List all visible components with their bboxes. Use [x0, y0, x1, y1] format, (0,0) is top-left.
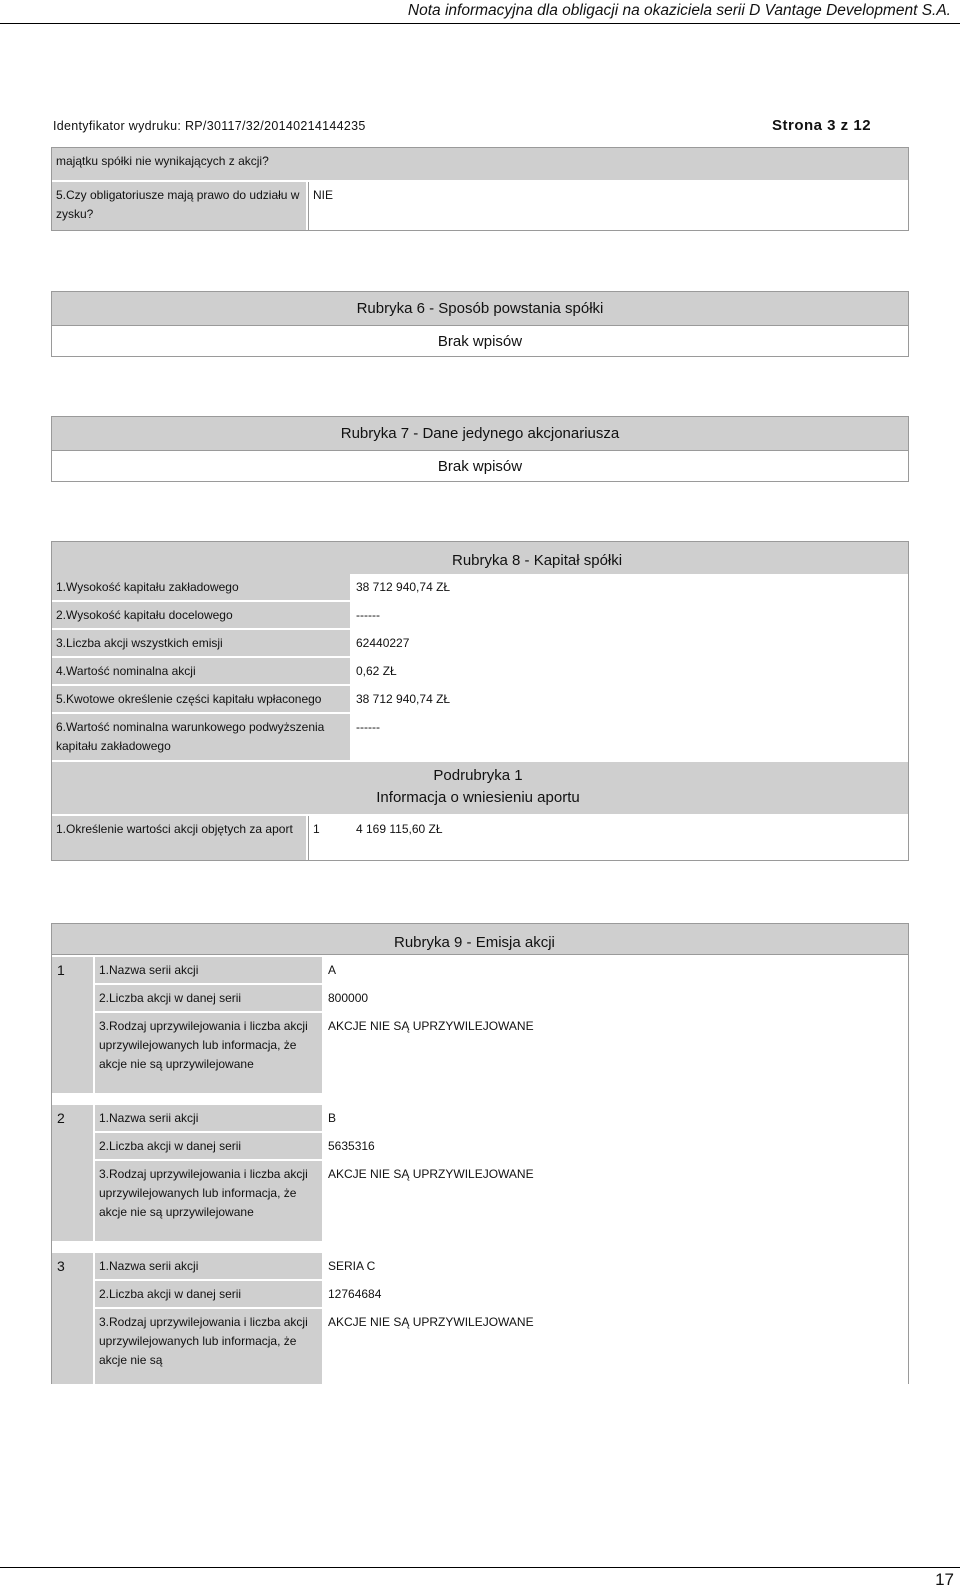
page-indicator: Strona 3 z 12	[772, 117, 872, 134]
capital-label-3: 3.Liczba akcji wszystkich emisji	[52, 630, 350, 656]
series-name-1: A	[324, 957, 909, 983]
podrubryka-title	[52, 762, 908, 814]
series-name-2: B	[324, 1105, 909, 1131]
rubryka-6-body: Brak wpisów	[52, 325, 908, 356]
capital-value-6: ------	[352, 714, 908, 760]
series-pref-label-1: 3.Rodzaj uprzywilejowania i liczba akcji uprzywilejowanych lub informacja, że akcje nie są uprzywilejowane	[95, 1013, 322, 1093]
rubryka-9	[51, 923, 909, 1384]
capital-value-5: 38 712 940,74 ZŁ	[352, 686, 908, 712]
aport-value: 4 169 115,60 ZŁ	[352, 816, 908, 860]
series-count-label-2: 2.Liczba akcji w danej serii	[95, 1133, 322, 1159]
footer-page-number: 17	[935, 1570, 954, 1589]
capital-label-1: 1.Wysokość kapitału zakładowego	[52, 574, 350, 600]
rubryka-7-title: Rubryka 7 - Dane jedynego akcjonariusza	[52, 417, 908, 450]
series-count-label-3: 2.Liczba akcji w danej serii	[95, 1281, 322, 1307]
q5-value: NIE	[308, 182, 908, 230]
q5-label: 5.Czy obligatoriusze mają prawo do udziału w zysku?	[52, 182, 306, 230]
document-header-title: Nota informacyjna dla obligacji na okaziciela serii D Vantage Development S.A.	[407, 2, 951, 19]
rubryka-6-title: Rubryka 6 - Sposób powstania spółki	[52, 292, 908, 325]
podrubryka-title-2: Informacja o wniesieniu aportu	[376, 789, 580, 806]
rubryka-7	[51, 416, 909, 482]
series-pref-label-3: 3.Rodzaj uprzywilejowania i liczba akcji uprzywilejowanych lub informacja, że akcje nie są	[95, 1309, 322, 1384]
aport-number: 1	[308, 816, 350, 860]
rubryka-8-title: Rubryka 8 - Kapitał spółki	[52, 542, 908, 574]
series-name-label-3: 1.Nazwa serii akcji	[95, 1253, 322, 1279]
rubryka-9-title: Rubryka 9 - Emisja akcji	[51, 923, 909, 955]
rubryka-8	[51, 541, 909, 861]
header-divider	[0, 23, 960, 24]
emission-number-3: 3	[51, 1253, 93, 1384]
series-count-3: 12764684	[324, 1281, 909, 1307]
capital-value-2: ------	[352, 602, 908, 628]
rubryka-7-body: Brak wpisów	[52, 450, 908, 481]
podrubryka-title-1: Podrubryka 1	[433, 767, 523, 784]
series-pref-2: AKCJE NIE SĄ UPRZYWILEJOWANE	[324, 1161, 909, 1241]
capital-value-4: 0,62 ZŁ	[352, 658, 908, 684]
series-count-2: 5635316	[324, 1133, 909, 1159]
rubryka-6	[51, 291, 909, 357]
continuation-table	[51, 147, 909, 231]
series-count-1: 800000	[324, 985, 909, 1011]
emission-number-2: 2	[51, 1105, 93, 1241]
continuation-label: majątku spółki nie wynikających z akcji?	[52, 148, 908, 180]
capital-label-5: 5.Kwotowe określenie części kapitału wpłaconego	[52, 686, 350, 712]
series-name-label-2: 1.Nazwa serii akcji	[95, 1105, 322, 1131]
series-name-label-1: 1.Nazwa serii akcji	[95, 957, 322, 983]
series-pref-3: AKCJE NIE SĄ UPRZYWILEJOWANE	[324, 1309, 909, 1384]
series-pref-label-2: 3.Rodzaj uprzywilejowania i liczba akcji uprzywilejowanych lub informacja, że akcje nie są uprzywilejowane	[95, 1161, 322, 1241]
capital-value-1: 38 712 940,74 ZŁ	[352, 574, 908, 600]
series-pref-1: AKCJE NIE SĄ UPRZYWILEJOWANE	[324, 1013, 909, 1093]
series-count-label-1: 2.Liczba akcji w danej serii	[95, 985, 322, 1011]
footer-divider	[0, 1567, 960, 1568]
capital-label-6: 6.Wartość nominalna warunkowego podwyższenia kapitału zakładowego	[52, 714, 350, 760]
emission-number-1: 1	[51, 957, 93, 1093]
series-name-3: SERIA C	[324, 1253, 909, 1279]
capital-value-3: 62440227	[352, 630, 908, 656]
capital-label-4: 4.Wartość nominalna akcji	[52, 658, 350, 684]
capital-label-2: 2.Wysokość kapitału docelowego	[52, 602, 350, 628]
print-identifier: Identyfikator wydruku: RP/30117/32/20140214144235	[53, 119, 366, 133]
aport-label: 1.Określenie wartości akcji objętych za aport	[52, 816, 306, 860]
